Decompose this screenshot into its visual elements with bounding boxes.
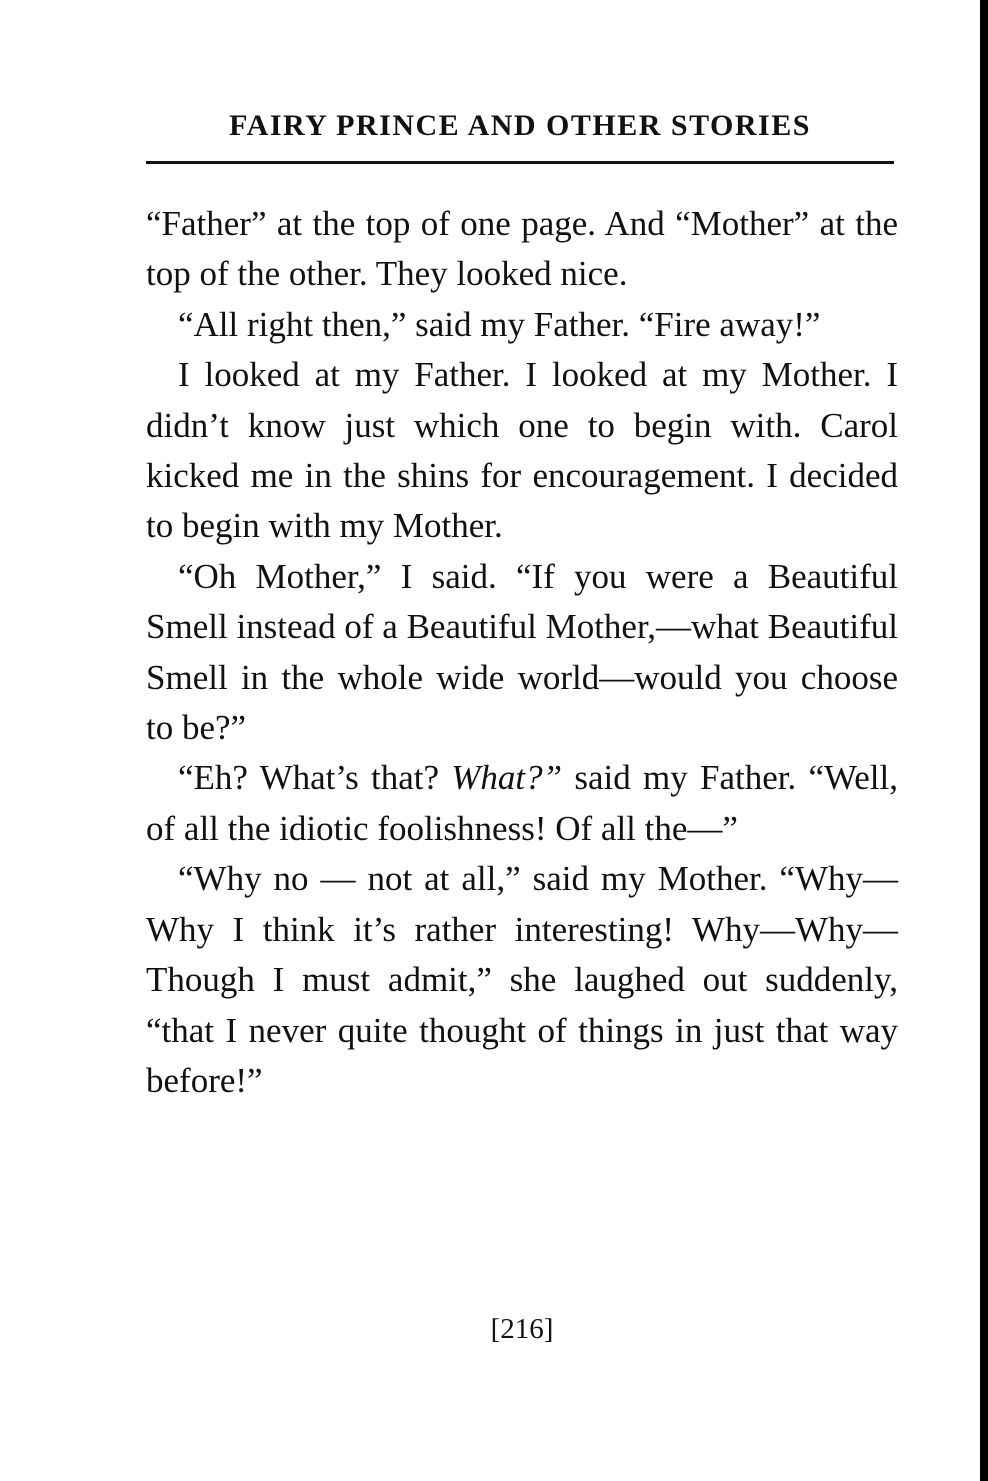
italic-emphasis: What?” <box>451 758 563 798</box>
paragraph-text: “Eh? What’s that? <box>178 758 452 798</box>
page-edge <box>980 0 988 1481</box>
paragraph-text: said my Father. “Well, of all the idiotic foolishness! Of all the—” <box>146 758 898 848</box>
paragraph: I looked at my Father. I looked at my Mother. I didn’t know just which one to begin with. Carol kicked me in the shins for encouragement. I decided to begin with my Mother. <box>146 355 898 546</box>
paragraph: “Father” at the top of one page. And “Mother” at the top of the other. They looked nice. <box>146 204 898 294</box>
paragraph: “All right then,” said my Father. “Fire away!” <box>178 304 821 344</box>
paragraph: “Oh Mother,” I said. “If you were a Beautiful Smell instead of a Beautiful Mother,—what Beautiful Smell in the whole wide world—would you choose to be?” <box>146 556 898 748</box>
paragraph <box>146 753 898 854</box>
running-head: FAIRY PRINCE AND OTHER STORIES <box>229 109 811 142</box>
header-rule <box>146 161 894 164</box>
paragraph: “Why no — not at all,” said my Mother. “Why—Why I think it’s rather interesting! Why—Why— Though I must admit,” she laughed out suddenly, “that I never quite thought of things in just that way before!” <box>146 859 898 1100</box>
body-text <box>146 199 898 1106</box>
page-number: [216] <box>490 1313 554 1345</box>
